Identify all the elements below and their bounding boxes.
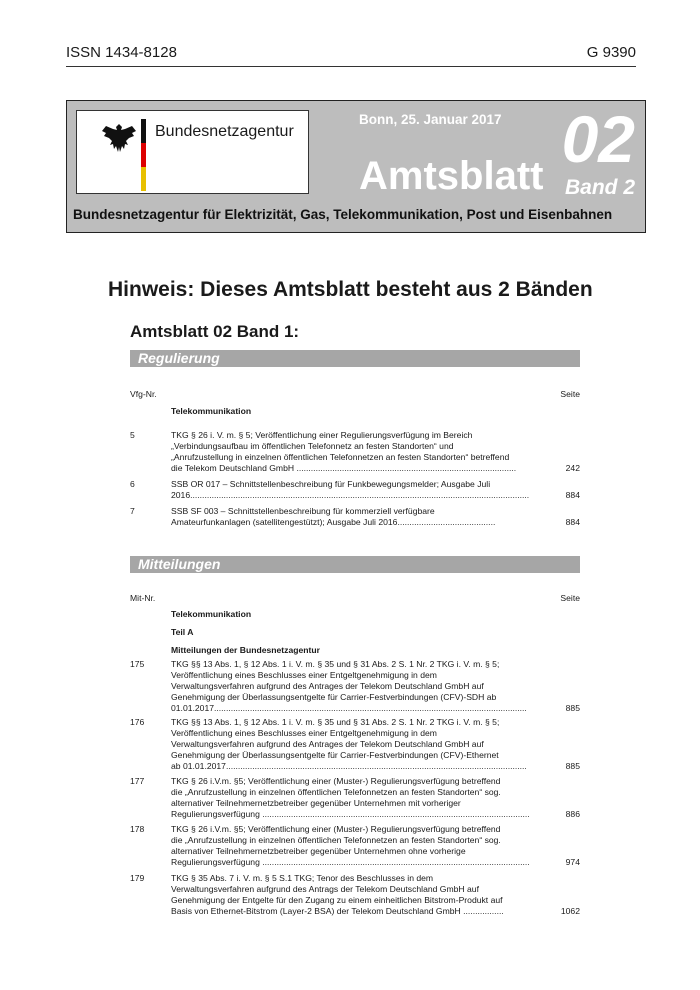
entry-page: 974 xyxy=(565,857,580,867)
logo-box xyxy=(76,110,309,194)
entry-text xyxy=(171,430,537,474)
entry-line: TKG §§ 13 Abs. 1, § 12 Abs. 1 i. V. m. § 35 und § 31 Abs. 2 S. 1 Nr. 2 TKG i. V. m. § 5; xyxy=(171,717,500,727)
entry-line: die „Anrufzustellung in einzelnen öffentlichen Telefonnetzen an festen Standorten“ sog. xyxy=(171,787,501,797)
entry-line: die „Anrufzustellung in einzelnen öffentlichen Telefonnetzen an festen Standorten“ sog. xyxy=(171,835,501,845)
publication-title: Amtsblatt xyxy=(359,154,544,198)
entry-line: Veröffentlichung eines Beschlusses einer Entgeltgenehmigung in dem xyxy=(171,670,437,680)
part-heading: Teil A xyxy=(171,627,194,637)
entry-line: Amateurfunkanlagen (satellitengestützt); Ausgabe Juli 2016......................................... xyxy=(171,517,496,527)
entry-page: 884 xyxy=(565,490,580,500)
entry-line: ab 01.01.2017.............................................................................................................................. xyxy=(171,761,527,771)
entry-line: Veröffentlichung eines Beschlusses einer Entgeltgenehmigung in dem xyxy=(171,728,437,738)
section-heading: Mitteilungen der Bundesnetzagentur xyxy=(171,645,320,655)
entry-page: 884 xyxy=(565,517,580,527)
entry-line: TKG § 26 i.V.m. §5; Veröffentlichung einer (Muster-) Regulierungsverfügung betreffend xyxy=(171,776,501,786)
entry-number: 5 xyxy=(130,430,135,440)
entry-line: 2016.............................................................................................................................................. xyxy=(171,490,530,500)
entry-number: 176 xyxy=(130,717,145,727)
entry-number: 7 xyxy=(130,506,135,516)
entry-number: 175 xyxy=(130,659,145,669)
entry-line: alternativer Teilnehmernetzbetreiber gegenüber Unternehmen ohne vorherige xyxy=(171,846,466,856)
issn: ISSN 1434-8128 xyxy=(66,44,177,61)
entry-line: Regulierungsverfügung ................................................................................................................ xyxy=(171,809,530,819)
entry-text xyxy=(171,776,537,820)
entry-line: SSB OR 017 – Schnittstellenbeschreibung für Funkbewegungsmelder; Ausgabe Juli xyxy=(171,479,491,489)
entry-text xyxy=(171,873,537,917)
entry-number: 6 xyxy=(130,479,135,489)
logo-name: Bundesnetzagentur xyxy=(155,123,294,140)
top-line xyxy=(66,44,636,67)
masthead xyxy=(66,100,646,233)
entry-line: Genehmigung der Überlassungsentgelte für Carrier-Festverbindungen (CFV)-Ethernet xyxy=(171,750,499,760)
entry-number: 178 xyxy=(130,824,145,834)
col-right-label: Seite xyxy=(560,389,580,399)
entry-text xyxy=(171,506,537,528)
band-label: Band 2 xyxy=(564,176,635,199)
entry-page: 886 xyxy=(565,809,580,819)
entry-text xyxy=(171,659,537,714)
entry-number: 177 xyxy=(130,776,145,786)
entry-line: Genehmigung der Entgelte für den Zugang zu einem einheitlichen Bitstrom-Produkt auf xyxy=(171,895,503,905)
entry-line: Verwaltungsverfahren aufgrund des Antrages der Telekom Deutschland GmbH auf xyxy=(171,739,484,749)
entry-line: Verwaltungsverfahren aufgrund des Antrages der Telekom Deutschland GmbH auf xyxy=(171,681,484,691)
notice-heading: Hinweis: Dieses Amtsblatt besteht aus 2 Bänden xyxy=(108,278,593,301)
band1-heading: Amtsblatt 02 Band 1: xyxy=(130,322,300,341)
col-right-label: Seite xyxy=(560,593,580,603)
entry-line: TKG § 35 Abs. 7 i. V. m. § 5 S.1 TKG; Tenor des Beschlusses in dem xyxy=(171,873,434,883)
entry-line: „Anrufzustellung in einzelnen öffentlichen Telefonnetzen an festen Standorten“ betreffend xyxy=(171,452,510,462)
entry-line: Genehmigung der Überlassungsentgelte für Carrier-Festverbindungen (CFV)-SDH ab xyxy=(171,692,497,702)
entry-page: 885 xyxy=(565,703,580,713)
category-heading: Telekommunikation xyxy=(171,406,252,416)
entry-page: 885 xyxy=(565,761,580,771)
category-heading: Telekommunikation xyxy=(171,609,252,619)
entry-line: TKG § 26 i.V.m. §5; Veröffentlichung einer (Muster-) Regulierungsverfügung betreffend xyxy=(171,824,501,834)
entry-line: Verwaltungsverfahren aufgrund des Antrags der Telekom Deutschland GmbH auf xyxy=(171,884,479,894)
entry-line: die Telekom Deutschland GmbH ............................................................................................ xyxy=(171,463,517,473)
entry-line: 01.01.2017................................................................................................................................... xyxy=(171,703,527,713)
entry-line: TKG §§ 13 Abs. 1, § 12 Abs. 1 i. V. m. § 35 und § 31 Abs. 2 S. 1 Nr. 2 TKG i. V. m. § 5; xyxy=(171,659,500,669)
entry-page: 242 xyxy=(565,463,580,473)
column-header xyxy=(130,389,580,399)
federal-eagle-icon xyxy=(99,121,139,155)
column-header xyxy=(130,593,580,603)
publisher-subtitle: Bundesnetzagentur für Elektrizität, Gas, Telekommunikation, Post und Eisenbahnen xyxy=(73,207,613,222)
entry-text xyxy=(171,824,537,868)
entry-page: 1062 xyxy=(560,906,580,916)
col-left-label: Vfg-Nr. xyxy=(130,389,157,399)
flag-bar xyxy=(141,119,146,191)
section-bar-regulierung: Regulierung xyxy=(130,350,580,367)
issue-number: 02 xyxy=(561,102,635,176)
entry-line: SSB SF 003 – Schnittstellenbeschreibung für kommerziell verfügbare xyxy=(171,506,435,516)
entry-line: TKG § 26 i. V. m. § 5; Veröffentlichung einer Regulierungsverfügung im Bereich xyxy=(171,430,473,440)
publication-code: G 9390 xyxy=(586,44,636,61)
col-left-label: Mit-Nr. xyxy=(130,593,156,603)
entry-line: „Verbindungsaufbau im öffentlichen Telefonnetz an festen Standorten“ und xyxy=(171,441,454,451)
entry-text xyxy=(171,479,537,501)
entry-line: alternativer Teilnehmernetzbetreiber gegenüber Unternehmen mit vorheriger xyxy=(171,798,461,808)
section-bar-mitteilungen: Mitteilungen xyxy=(130,556,580,573)
entry-text xyxy=(171,717,537,772)
entry-line: Basis von Ethernet-Bitstrom (Layer-2 BSA) der Telekom Deutschland GmbH ................. xyxy=(171,906,504,916)
issue-date: Bonn, 25. Januar 2017 xyxy=(359,112,502,127)
entry-line: Regulierungsverfügung ................................................................................................................ xyxy=(171,857,530,867)
entry-number: 179 xyxy=(130,873,145,883)
